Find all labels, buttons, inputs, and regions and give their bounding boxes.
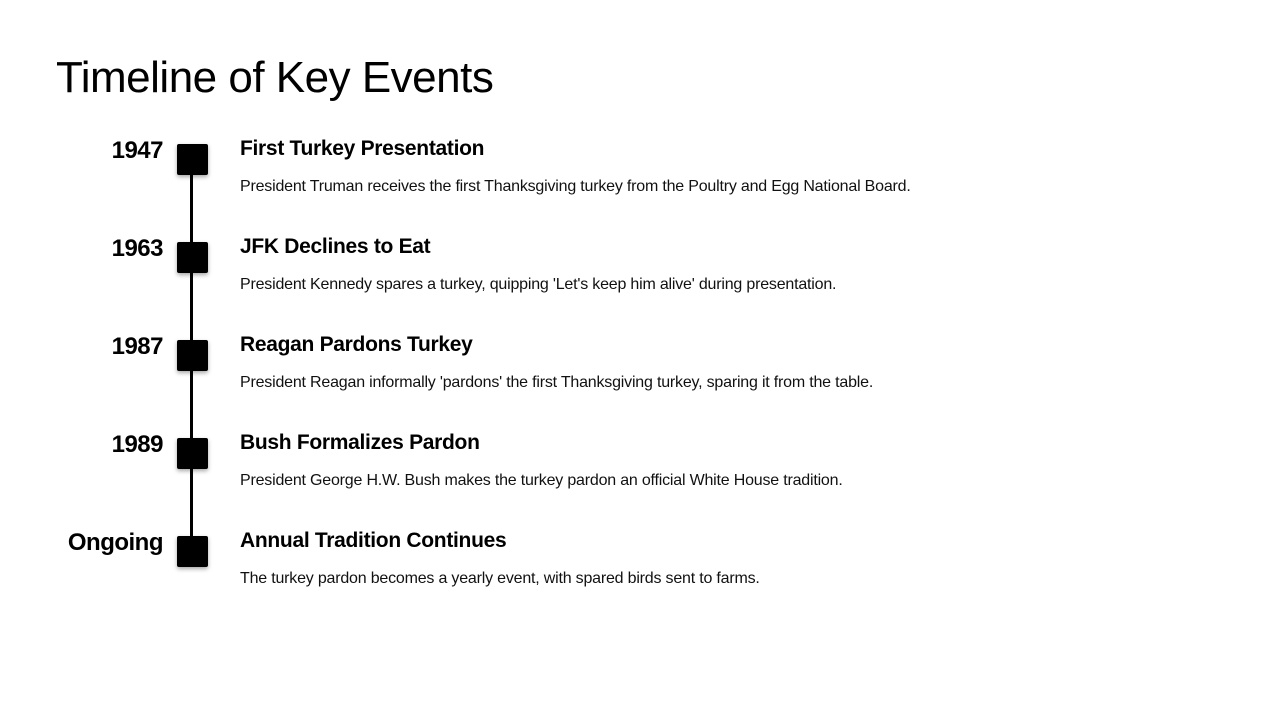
event-year: 1963 <box>111 235 163 262</box>
event-year: 1987 <box>111 333 163 360</box>
timeline-event-1963 <box>0 234 1280 332</box>
square-marker-icon <box>177 144 208 175</box>
event-description: President Kennedy spares a turkey, quipping 'Let's keep him alive' during presentation. <box>240 276 837 293</box>
event-title: Bush Formalizes Pardon <box>240 431 480 454</box>
event-year: Ongoing <box>67 529 163 556</box>
timeline-event-1987 <box>0 332 1280 430</box>
timeline-event-1947 <box>0 136 1280 234</box>
square-marker-icon <box>177 438 208 469</box>
event-year: 1947 <box>111 137 163 164</box>
event-description: President Truman receives the first Thanksgiving turkey from the Poultry and Egg National Board. <box>240 178 911 195</box>
event-title: Reagan Pardons Turkey <box>240 333 473 356</box>
square-marker-icon <box>177 536 208 567</box>
event-title: JFK Declines to Eat <box>240 235 431 258</box>
event-description: President Reagan informally 'pardons' the first Thanksgiving turkey, sparing it from the table. <box>240 374 874 391</box>
timeline-event-1989 <box>0 430 1280 528</box>
event-year: 1989 <box>111 431 163 458</box>
square-marker-icon <box>177 340 208 371</box>
event-title: First Turkey Presentation <box>240 137 485 160</box>
page-title: Timeline of Key Events <box>56 53 494 102</box>
event-description: President George H.W. Bush makes the turkey pardon an official White House tradition. <box>240 472 843 489</box>
square-marker-icon <box>177 242 208 273</box>
timeline-event-ongoing <box>0 528 1280 626</box>
event-title: Annual Tradition Continues <box>240 529 507 552</box>
event-description: The turkey pardon becomes a yearly event, with spared birds sent to farms. <box>240 570 760 587</box>
